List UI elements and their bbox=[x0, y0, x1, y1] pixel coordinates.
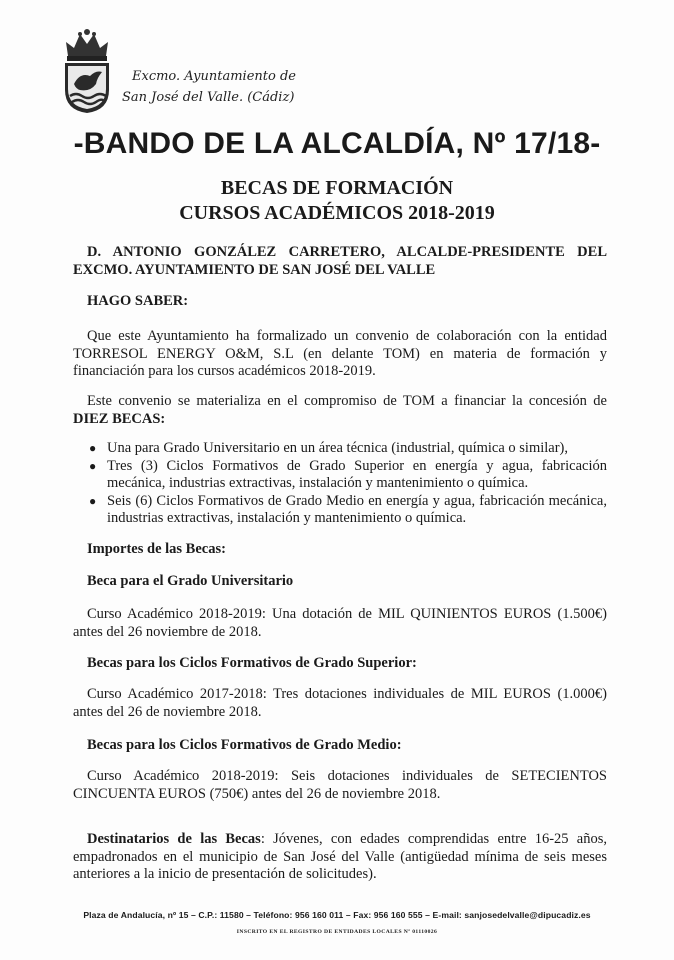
list-item-text: Tres (3) Ciclos Formativos de Grado Superior en energía y agua, fabricación mecánica, industrias extractivas, instalación y mantenimiento o química. bbox=[107, 457, 607, 491]
mayor-intro-line1: D. ANTONIO GONZÁLEZ CARRETERO, ALCALDE-PRESIDENTE DEL bbox=[87, 244, 607, 260]
hago-saber-heading: HAGO SABER: bbox=[87, 293, 189, 309]
list-item bbox=[73, 440, 607, 458]
paragraph-commitment bbox=[73, 393, 607, 428]
bullet-icon: ● bbox=[89, 441, 97, 455]
mayor-intro-line2: EXCMO. AYUNTAMIENTO DE SAN JOSÉ DEL VALLE bbox=[73, 261, 436, 278]
commitment-bold: DIEZ BECAS: bbox=[73, 410, 166, 427]
list-item bbox=[73, 458, 607, 493]
recipients-bold: Destinatarios de las Becas bbox=[87, 831, 261, 847]
council-name bbox=[122, 66, 342, 108]
section-heading-university: Beca para el Grado Universitario bbox=[87, 573, 294, 589]
section-text-university: Curso Académico 2018-2019: Una dotación de MIL QUINIENTOS EUROS (1.500€) antes del 26 noviembre de 2018. bbox=[73, 606, 607, 640]
subtitle-line2: CURSOS ACADÉMICOS 2018-2019 bbox=[179, 202, 495, 224]
council-name-line1: Excmo. Ayuntamiento de bbox=[132, 69, 296, 84]
section-text-grado-superior: Curso Académico 2017-2018: Tres dotaciones individuales de MIL EUROS (1.000€) antes del 26 de noviembre 2018. bbox=[73, 686, 607, 720]
recipients-text: : Jóvenes, con edades comprendidas entre 16-25 años, empadronados en el municipio de San José del Valle (antigüedad mínima de seis meses anteriores a la inicio de presentación de solicitudes). bbox=[73, 831, 608, 882]
commitment-text: Este convenio se materializa en el compromiso de TOM a financiar la concesión de bbox=[87, 393, 607, 409]
section-heading-grado-medio: Becas para los Ciclos Formativos de Grado Medio: bbox=[87, 737, 402, 753]
coat-of-arms-logo bbox=[60, 26, 114, 114]
bullet-icon: ● bbox=[89, 458, 97, 473]
subtitle-line1: BECAS DE FORMACIÓN bbox=[220, 177, 454, 199]
paragraph-agreement: Que este Ayuntamiento ha formalizado un convenio de colaboración con la entidad TORRESOL ENERGY O&M, S.L (en delante TOM) en materia de formación y financiación para los cursos académicos 2018-2019. bbox=[73, 328, 607, 379]
importes-heading: Importes de las Becas: bbox=[87, 541, 226, 557]
bullet-icon: ● bbox=[89, 493, 97, 508]
section-text-grado-medio: Curso Académico 2018-2019: Seis dotaciones individuales de SETECIENTOS CINCUENTA EUROS (750€) antes del 26 de noviembre 2018. bbox=[73, 768, 607, 802]
document-title: -BANDO DE LA ALCALDÍA, Nº 17/18- bbox=[73, 127, 601, 160]
section-heading-grado-superior: Becas para los Ciclos Formativos de Grado Superior: bbox=[87, 655, 417, 671]
footer-address: Plaza de Andalucía, nº 15 – C.P.: 11580 – Teléfono: 956 160 011 – Fax: 956 160 555 – E-mail: sanjosedelvalle@dipucadiz.es bbox=[83, 910, 591, 920]
document-subtitle bbox=[0, 176, 674, 226]
footer-registry: INSCRITO EN EL REGISTRO DE ENTIDADES LOCALES Nº 01110026 bbox=[236, 929, 438, 935]
mayor-intro bbox=[73, 244, 607, 279]
scholarship-list bbox=[73, 440, 607, 528]
list-item-text: Seis (6) Ciclos Formativos de Grado Medio en energía y agua, fabricación mecánica, industrias extractivas, instalación y mantenimiento o química. bbox=[107, 492, 607, 526]
list-item bbox=[73, 493, 607, 528]
paragraph-recipients bbox=[73, 831, 607, 884]
council-name-line2: San José del Valle. (Cádiz) bbox=[122, 90, 295, 105]
list-item-text: Una para Grado Universitario en un área técnica (industrial, química o similar), bbox=[107, 440, 569, 456]
